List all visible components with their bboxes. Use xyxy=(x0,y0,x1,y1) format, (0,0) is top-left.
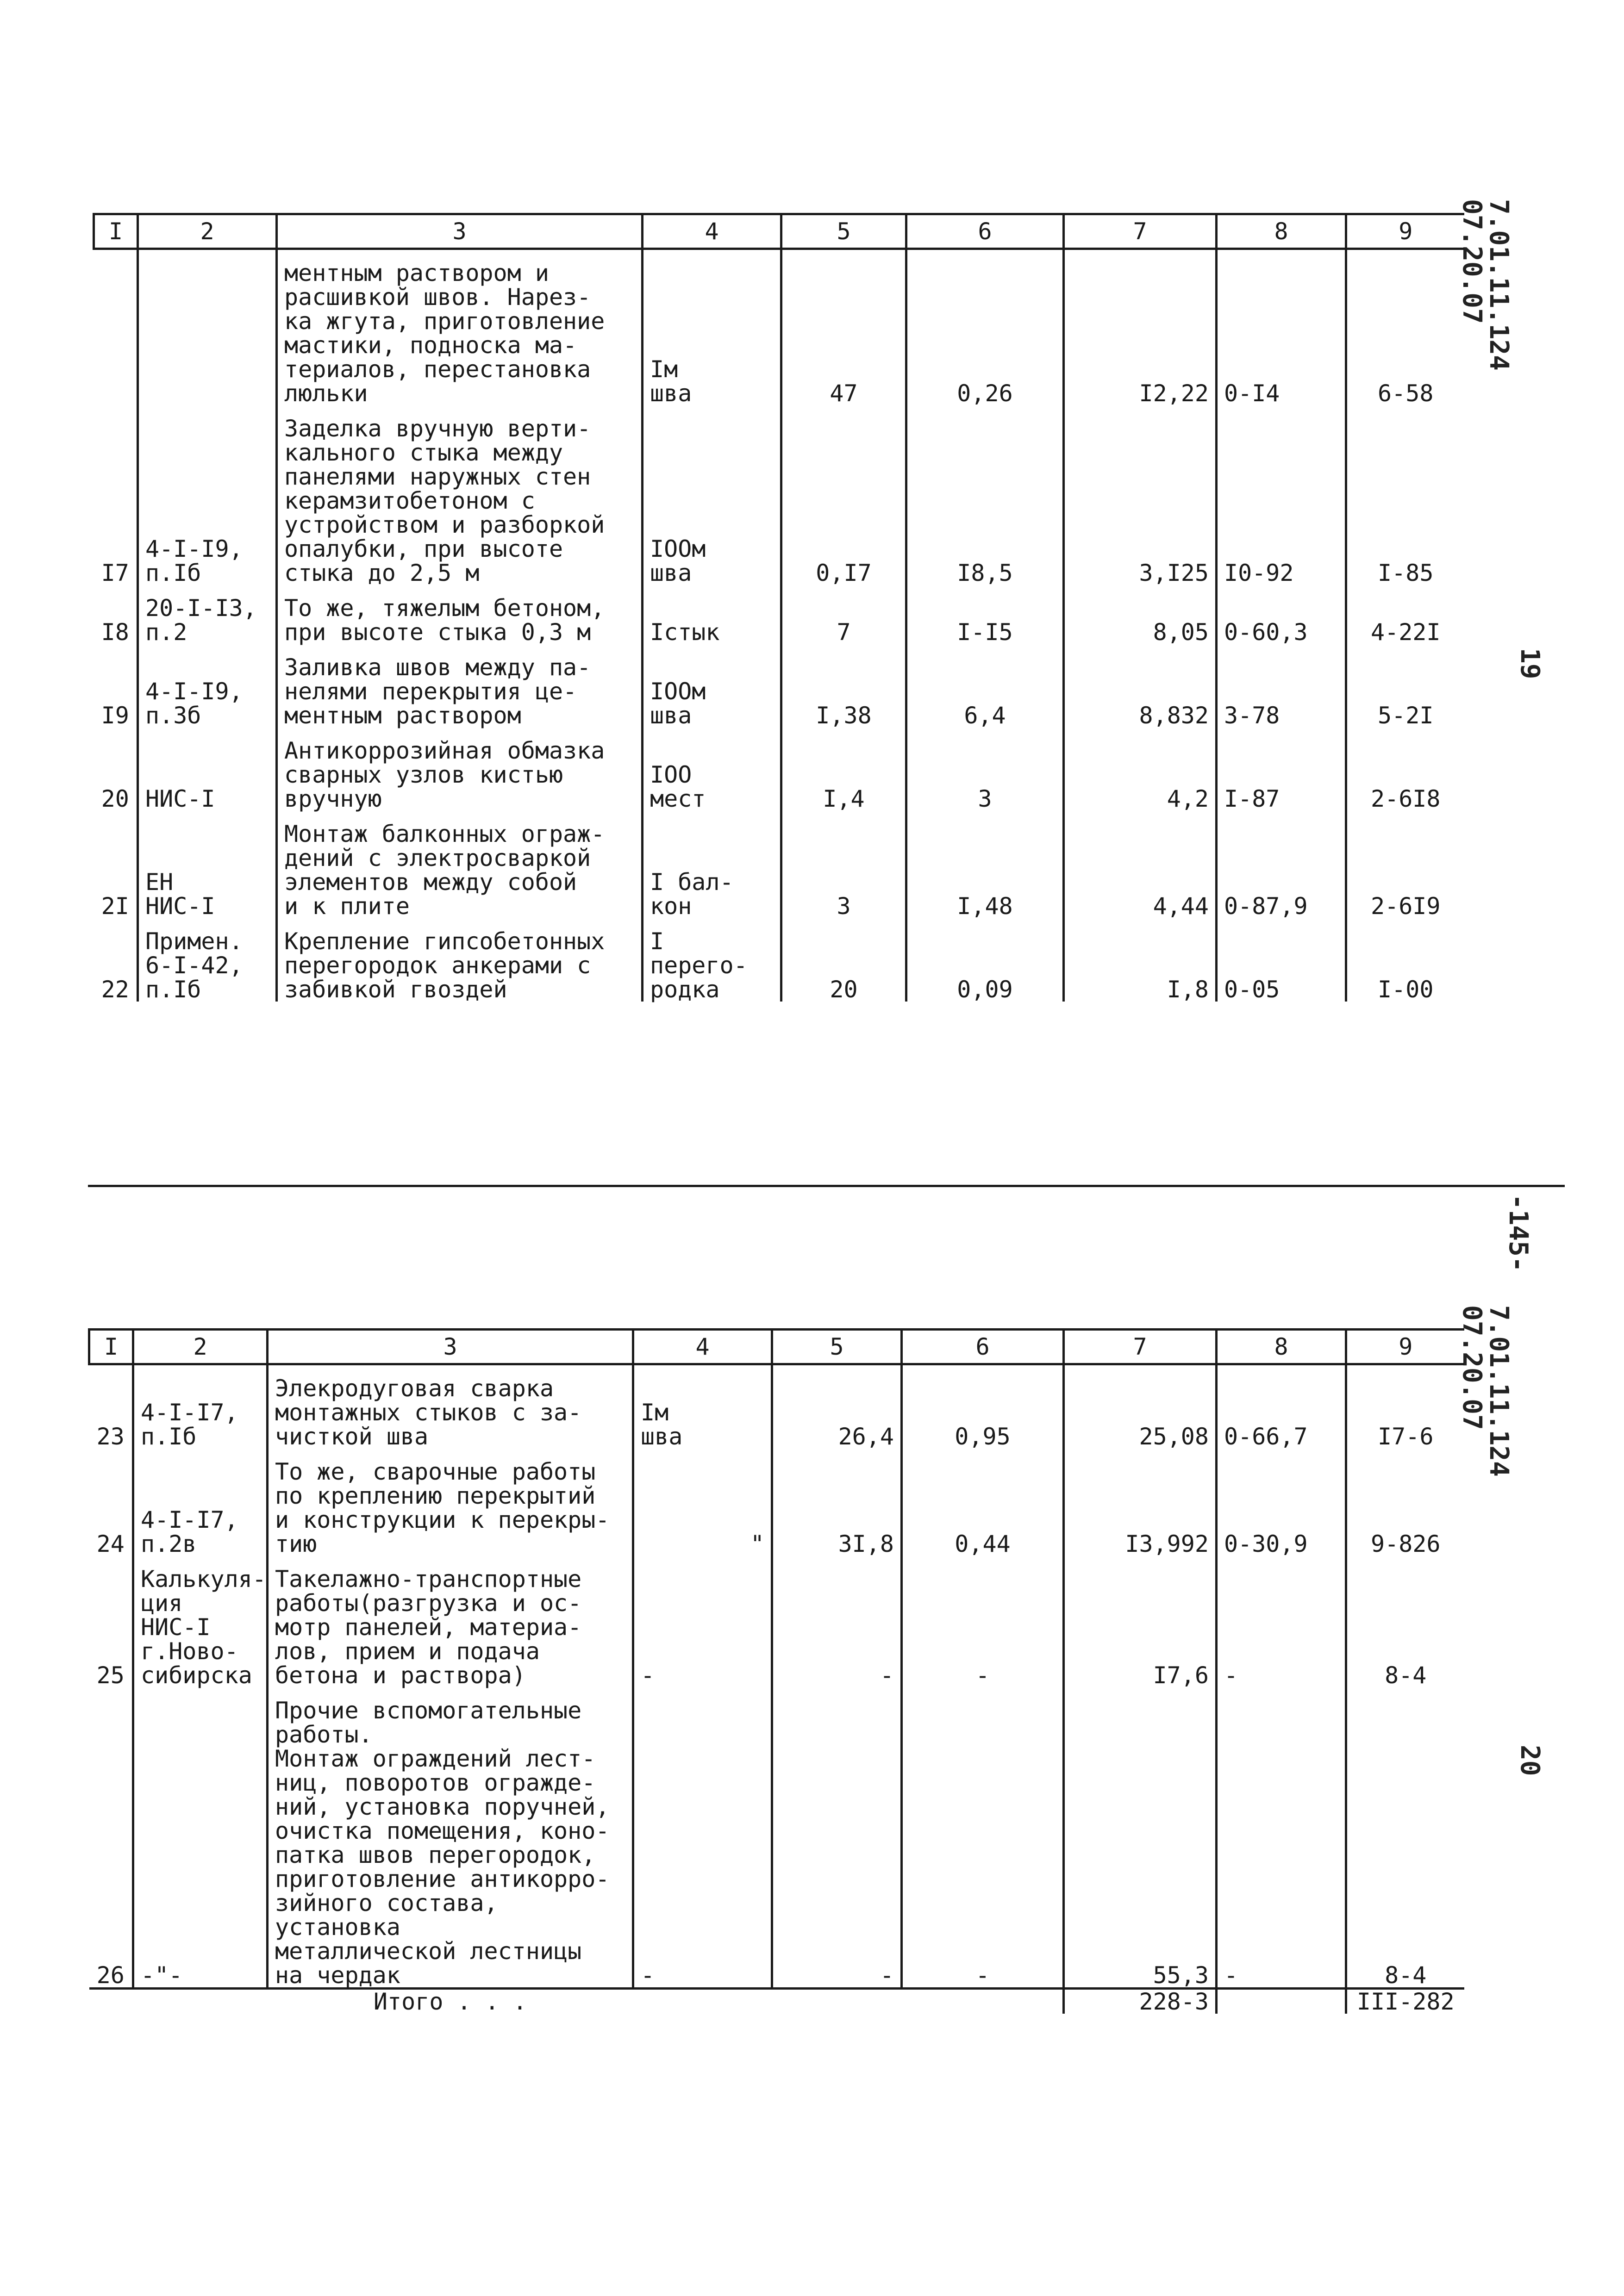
header-col-9: 9 xyxy=(1346,214,1464,249)
table-row xyxy=(94,728,1464,811)
col8-value: 0-I4 xyxy=(1217,249,1346,406)
table-row xyxy=(94,249,1464,406)
col6-value: - xyxy=(902,1687,1064,1989)
unit: Iм шва xyxy=(643,249,781,406)
col8-value: 0-05 xyxy=(1217,918,1346,1002)
norm-reference: ЕН НИС-I xyxy=(138,811,277,918)
table-row xyxy=(94,918,1464,1002)
table-row xyxy=(89,1449,1464,1556)
col9-value: 9-826 xyxy=(1346,1449,1464,1556)
norm-reference: 4-I-I7, п.2в xyxy=(133,1449,268,1556)
row-number: 20 xyxy=(101,785,129,812)
work-description: Крепление гипсобетонных перегородок анкерами с забивкой гвоздей xyxy=(277,918,643,1002)
work-description: Элекродуговая сварка монтажных стыков с за- чисткой шва xyxy=(268,1364,633,1449)
work-description: Антикоррозийная обмазка сварных узлов кистью вручную xyxy=(277,728,643,811)
work-table-page-19 xyxy=(93,213,1464,1002)
header-col-2: 2 xyxy=(138,214,277,249)
unit: I перего- родка xyxy=(643,918,781,1002)
col8-value: - xyxy=(1217,1687,1346,1989)
norm-reference: -"- xyxy=(133,1687,268,1989)
row-number: 23 xyxy=(96,1423,125,1450)
page-number-19: 19 xyxy=(1515,648,1545,679)
col5-value: I,4 xyxy=(781,728,906,811)
table-row xyxy=(89,1364,1464,1449)
total-col7: 228-3 xyxy=(1064,1989,1217,2014)
table-row xyxy=(94,644,1464,728)
row-number: 25 xyxy=(96,1662,125,1689)
unit: IООм шва xyxy=(643,644,781,728)
header-col-6: 6 xyxy=(906,214,1064,249)
col7-value: 25,08 xyxy=(1064,1364,1217,1449)
col5-value: 3 xyxy=(781,811,906,918)
col9-value: I-85 xyxy=(1346,405,1464,585)
row-number: 24 xyxy=(96,1531,125,1557)
work-description: Монтаж балконных ограж- дений с электросваркой элементов между собой и к плите xyxy=(277,811,643,918)
col9-value: 8-4 xyxy=(1346,1556,1464,1687)
col6-value: - xyxy=(902,1556,1064,1687)
row-number: 22 xyxy=(101,976,129,1003)
col6-value: 0,26 xyxy=(906,249,1064,406)
col9-value: I-00 xyxy=(1346,918,1464,1002)
row-number xyxy=(94,249,138,406)
unit: - xyxy=(633,1556,772,1687)
table-row xyxy=(89,1556,1464,1687)
header-col-6: 6 xyxy=(902,1330,1064,1364)
norm-reference xyxy=(138,249,277,406)
table-row xyxy=(94,405,1464,585)
col5-value: 20 xyxy=(781,918,906,1002)
col7-value: 4,44 xyxy=(1064,811,1217,918)
table-row xyxy=(94,811,1464,918)
col8-value: 0-66,7 xyxy=(1217,1364,1346,1449)
header-col-8: 8 xyxy=(1217,214,1346,249)
table-header-row xyxy=(89,1330,1464,1364)
work-table-page-20 xyxy=(88,1328,1464,2014)
header-col-5: 5 xyxy=(772,1330,902,1364)
header-col-1: I xyxy=(89,1330,133,1364)
col5-value: 3I,8 xyxy=(772,1449,902,1556)
unit: IООм шва xyxy=(643,405,781,585)
col7-value: I7,6 xyxy=(1064,1556,1217,1687)
col6-value: 0,95 xyxy=(902,1364,1064,1449)
total-row xyxy=(89,1989,1464,2014)
col8-value: - xyxy=(1217,1556,1346,1687)
document-code-bottom: 7.01.11.124 07.20.07 xyxy=(1457,1305,1514,1477)
work-description: Заливка швов между па- нелями перекрытия це- ментным раствором xyxy=(277,644,643,728)
norm-reference: 4-I-I9, п.Iб xyxy=(138,405,277,585)
norm-reference: 4-I-I7, п.Iб xyxy=(133,1364,268,1449)
work-description: Такелажно-транспортные работы(разгрузка и ос- мотр панелей, материа- лов, прием и подача бетона и раствора) xyxy=(268,1556,633,1687)
unit: IОО мест xyxy=(643,728,781,811)
work-description: То же, тяжелым бетоном, при высоте стыка 0,3 м xyxy=(277,585,643,644)
table-header-row xyxy=(94,214,1464,249)
row-number: I8 xyxy=(101,619,129,646)
header-col-1: I xyxy=(94,214,138,249)
norm-reference: Калькуля- ция НИС-I г.Ново- сибирска xyxy=(133,1556,268,1687)
col6-value: 3 xyxy=(906,728,1064,811)
unit: I бал- кон xyxy=(643,811,781,918)
col7-value: I2,22 xyxy=(1064,249,1217,406)
col6-value: 0,09 xyxy=(906,918,1064,1002)
row-number: 26 xyxy=(96,1962,125,1989)
col5-value: 47 xyxy=(781,249,906,406)
col5-value: 26,4 xyxy=(772,1364,902,1449)
unit: Iстык xyxy=(643,585,781,644)
col6-value: I8,5 xyxy=(906,405,1064,585)
col8-value: 3-78 xyxy=(1217,644,1346,728)
col7-value: 3,I25 xyxy=(1064,405,1217,585)
col6-value: I-I5 xyxy=(906,585,1064,644)
col8-value: 0-87,9 xyxy=(1217,811,1346,918)
norm-reference: 20-I-I3, п.2 xyxy=(138,585,277,644)
table-row xyxy=(94,585,1464,644)
header-col-7: 7 xyxy=(1064,214,1217,249)
col5-value: I,38 xyxy=(781,644,906,728)
document-code-top: 7.01.11.124 07.20.07 xyxy=(1457,199,1514,371)
col7-value: 4,2 xyxy=(1064,728,1217,811)
unit: " xyxy=(633,1449,772,1556)
work-description: Прочие вспомогательные работы. Монтаж ограждений лест- ниц, поворотов огражде- ний, установка поручней, очистка помещения, коно- патка швов перегородок, приготовление антикорро- зийного состава, установка металлической лестницы на чердак xyxy=(268,1687,633,1989)
col6-value: I,48 xyxy=(906,811,1064,918)
work-description: То же, сварочные работы по креплению перекрытий и конструкции к перекры- тию xyxy=(268,1449,633,1556)
center-page-mark: -145- xyxy=(1503,1194,1533,1272)
header-col-7: 7 xyxy=(1064,1330,1217,1364)
col7-value: 8,832 xyxy=(1064,644,1217,728)
total-label: Итого . . . xyxy=(268,1989,633,2014)
col7-value: 55,3 xyxy=(1064,1687,1217,1989)
header-col-8: 8 xyxy=(1217,1330,1346,1364)
col8-value: I0-92 xyxy=(1217,405,1346,585)
col9-value: 2-6I9 xyxy=(1346,811,1464,918)
row-number: I9 xyxy=(101,702,129,729)
norm-reference: 4-I-I9, п.3б xyxy=(138,644,277,728)
header-col-2: 2 xyxy=(133,1330,268,1364)
page-number-20: 20 xyxy=(1515,1745,1545,1776)
col8-value: 0-60,3 xyxy=(1217,585,1346,644)
col8-value: I-87 xyxy=(1217,728,1346,811)
col7-value: 8,05 xyxy=(1064,585,1217,644)
col9-value: 8-4 xyxy=(1346,1687,1464,1989)
unit: Iм шва xyxy=(633,1364,772,1449)
work-description: Заделка вручную верти- кального стыка между панелями наружных стен керамзитобетоном с устройством и разборкой опалубки, при высоте стыка до 2,5 м xyxy=(277,405,643,585)
unit: - xyxy=(633,1687,772,1989)
header-col-9: 9 xyxy=(1346,1330,1464,1364)
col5-value: 0,I7 xyxy=(781,405,906,585)
col9-value: 6-58 xyxy=(1346,249,1464,406)
table-row xyxy=(89,1687,1464,1989)
col5-value: - xyxy=(772,1556,902,1687)
row-number: 2I xyxy=(101,893,129,920)
col5-value: - xyxy=(772,1687,902,1989)
work-description: ментным раствором и расшивкой швов. Нарез- ка жгута, приготовление мастики, подноска ма- териалов, перестановка люльки xyxy=(277,249,643,406)
col8-value: 0-30,9 xyxy=(1217,1449,1346,1556)
col9-value: 4-22I xyxy=(1346,585,1464,644)
row-number: I7 xyxy=(101,560,129,586)
header-col-5: 5 xyxy=(781,214,906,249)
col7-value: I,8 xyxy=(1064,918,1217,1002)
norm-reference: НИС-I xyxy=(138,728,277,811)
col9-value: 2-6I8 xyxy=(1346,728,1464,811)
page-divider xyxy=(88,1185,1565,1187)
norm-reference: Примен. 6-I-42, п.Iб xyxy=(138,918,277,1002)
header-col-3: 3 xyxy=(277,214,643,249)
col6-value: 0,44 xyxy=(902,1449,1064,1556)
col6-value: 6,4 xyxy=(906,644,1064,728)
col9-value: 5-2I xyxy=(1346,644,1464,728)
header-col-3: 3 xyxy=(268,1330,633,1364)
header-col-4: 4 xyxy=(643,214,781,249)
col9-value: I7-6 xyxy=(1346,1364,1464,1449)
header-col-4: 4 xyxy=(633,1330,772,1364)
col5-value: 7 xyxy=(781,585,906,644)
total-col9: III-282 xyxy=(1346,1989,1464,2014)
col7-value: I3,992 xyxy=(1064,1449,1217,1556)
